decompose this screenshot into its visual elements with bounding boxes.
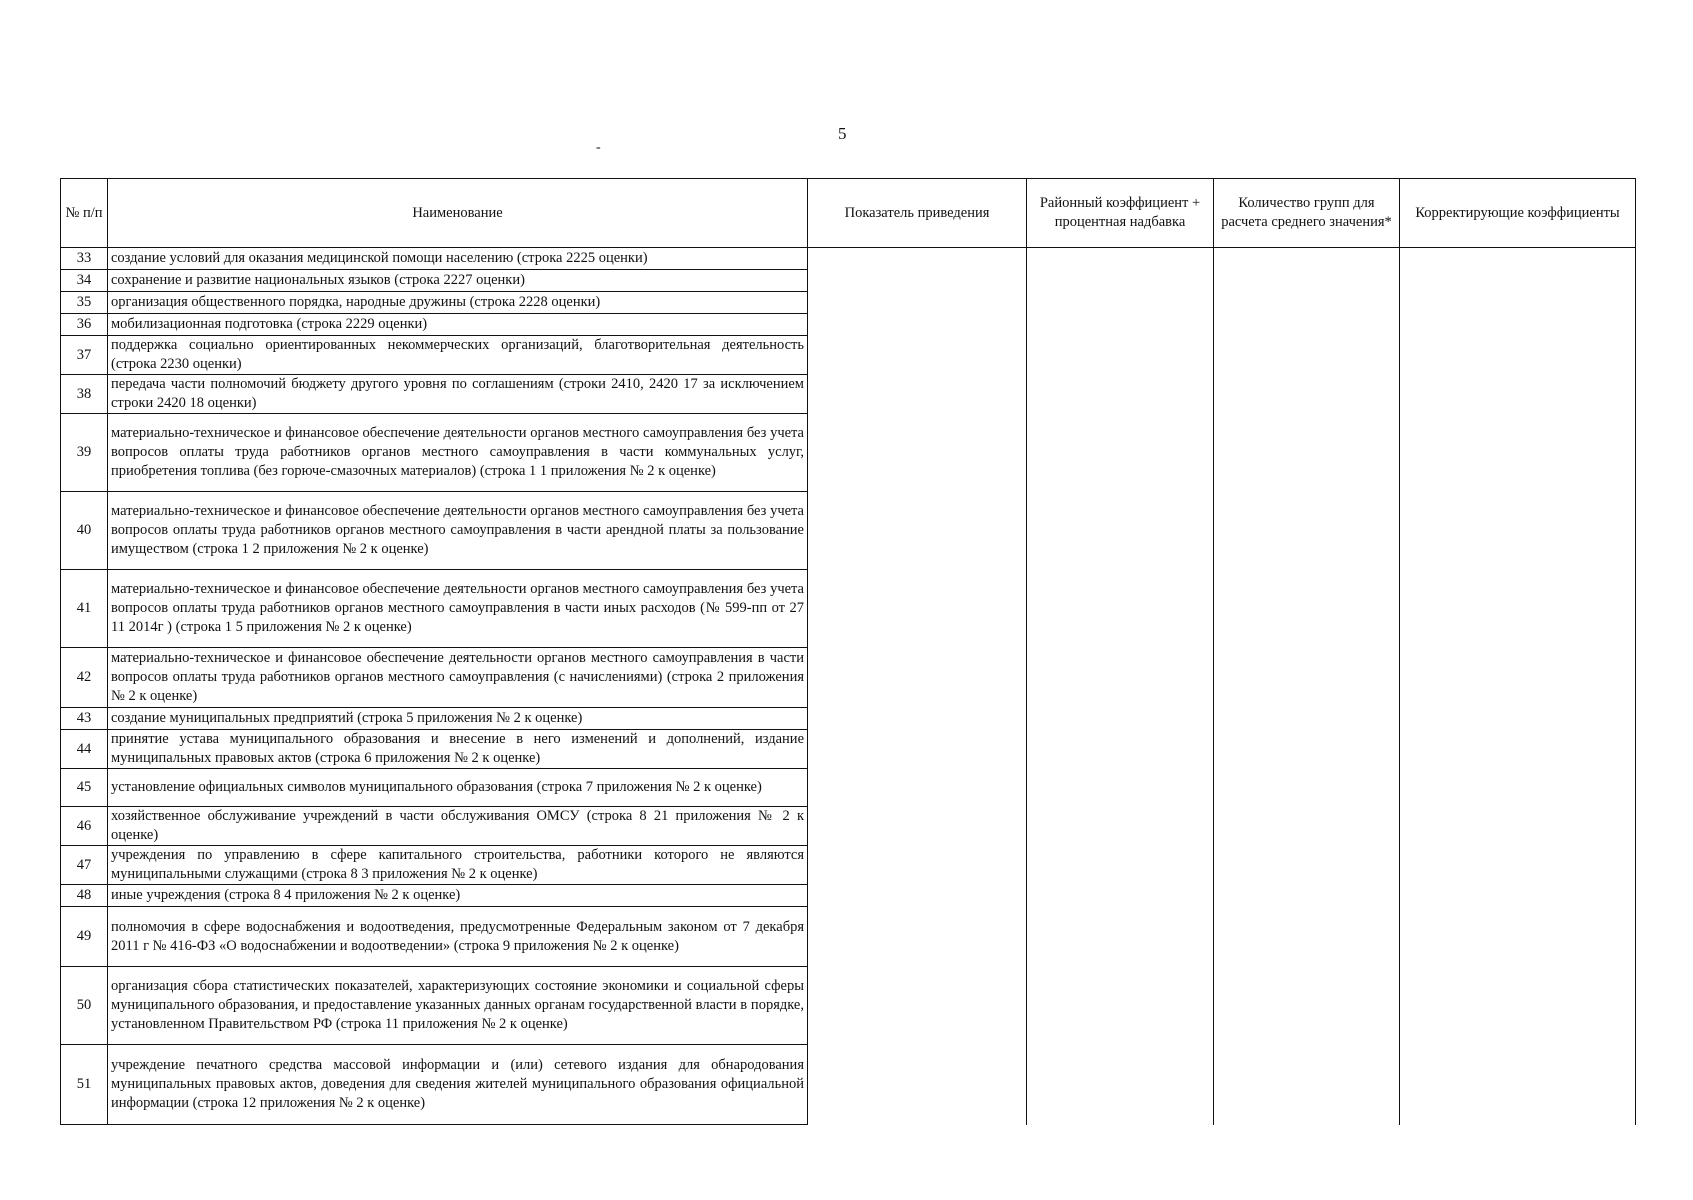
row-number: 45 [61,769,108,807]
row-name: мобилизационная подготовка (строка 2229 оценки) [108,314,808,336]
header-indicator: Показатель приведения [808,179,1027,248]
page-dash: - [596,140,601,155]
row-name: материально-техническое и финансовое обеспечение деятельности органов местного самоуправления без учета вопросов оплаты труда работников органов местного самоуправления в части иных расходов (№ 599-пп от 27 11 2014г ) (строка 1 5 приложения № 2 к оценке) [108,570,808,648]
row-name: организация сбора статистических показателей, характеризующих состояние экономики и социальной сферы муниципального образования, и предоставление указанных данных органам государственной власти в порядке, установленном Правительством РФ (строка 11 приложения № 2 к оценке) [108,967,808,1045]
header-correction-coefficients: Корректирующие коэффициенты [1400,179,1636,248]
table-header [61,179,1636,248]
row-number: 50 [61,967,108,1045]
header-name: Наименование [108,179,808,248]
row-number: 36 [61,314,108,336]
row-name: учреждение печатного средства массовой информации и (или) сетевого издания для обнародования муниципальных правовых актов, доведения для сведения жителей муниципального образования официальной информации (строка 12 приложения № 2 к оценке) [108,1045,808,1125]
row-name: поддержка социально ориентированных некоммерческих организаций, благотворительная деятельность (строка 2230 оценки) [108,336,808,375]
row-number: 49 [61,907,108,967]
row-name: материально-техническое и финансовое обеспечение деятельности органов местного самоуправления без учета вопросов оплаты труда работников органов местного самоуправления в части коммунальных услуг, приобретения топлива (без горюче-смазочных материалов) (строка 1 1 приложения № 2 к оценке) [108,414,808,492]
row-name: материально-техническое и финансовое обеспечение деятельности органов местного самоуправления в части вопросов оплаты труда работников органов местного самоуправления (с начислениями) (строка 2 приложения № 2 к оценке) [108,648,808,708]
row-number: 46 [61,807,108,846]
row-number: 47 [61,846,108,885]
header-number: № п/п [61,179,108,248]
row-name: учреждения по управлению в сфере капитального строительства, работники которого не являются муниципальными служащими (строка 8 3 приложения № 2 к оценке) [108,846,808,885]
row-name: передача части полномочий бюджету другого уровня по соглашениям (строки 2410, 2420 17 за исключением строки 2420 18 оценки) [108,375,808,414]
row-number: 44 [61,730,108,769]
row-number: 39 [61,414,108,492]
row-name: создание муниципальных предприятий (строка 5 приложения № 2 к оценке) [108,708,808,730]
data-table [60,178,1636,1125]
row-number: 41 [61,570,108,648]
row-name: организация общественного порядка, народные дружины (строка 2228 оценки) [108,292,808,314]
row-number: 38 [61,375,108,414]
row-name: создание условий для оказания медицинской помощи населению (строка 2225 оценки) [108,248,808,270]
row-number: 51 [61,1045,108,1125]
row-name: полномочия в сфере водоснабжения и водоотведения, предусмотренные Федеральным законом от 7 декабря 2011 г № 416-ФЗ «О водоснабжении и водоотведении» (строка 9 приложения № 2 к оценке) [108,907,808,967]
row-number: 40 [61,492,108,570]
row-name: материально-техническое и финансовое обеспечение деятельности органов местного самоуправления без учета вопросов оплаты труда работников органов местного самоуправления в части арендной платы за пользование имуществом (строка 1 2 приложения № 2 к оценке) [108,492,808,570]
table-body [61,248,1636,1125]
header-regional-coefficient: Районный коэффициент + процентная надбавка [1027,179,1214,248]
row-name: установление официальных символов муниципального образования (строка 7 приложения № 2 к оценке) [108,769,808,807]
cell-correction-coefficients [1400,248,1636,1125]
row-number: 37 [61,336,108,375]
row-number: 42 [61,648,108,708]
cell-group-count [1214,248,1400,1125]
cell-regional-coefficient [1027,248,1214,1125]
row-number: 43 [61,708,108,730]
row-name: хозяйственное обслуживание учреждений в части обслуживания ОМСУ (строка 8 21 приложения № 2 к оценке) [108,807,808,846]
row-number: 34 [61,270,108,292]
row-number: 48 [61,885,108,907]
table-row [61,248,1636,270]
header-group-count: Количество групп для расчета среднего значения* [1214,179,1400,248]
row-number: 35 [61,292,108,314]
row-name: сохранение и развитие национальных языков (строка 2227 оценки) [108,270,808,292]
row-number: 33 [61,248,108,270]
page-number: 5 [838,124,847,143]
row-name: принятие устава муниципального образования и внесение в него изменений и дополнений, издание муниципальных правовых актов (строка 6 приложения № 2 к оценке) [108,730,808,769]
row-name: иные учреждения (строка 8 4 приложения № 2 к оценке) [108,885,808,907]
cell-indicator [808,248,1027,1125]
